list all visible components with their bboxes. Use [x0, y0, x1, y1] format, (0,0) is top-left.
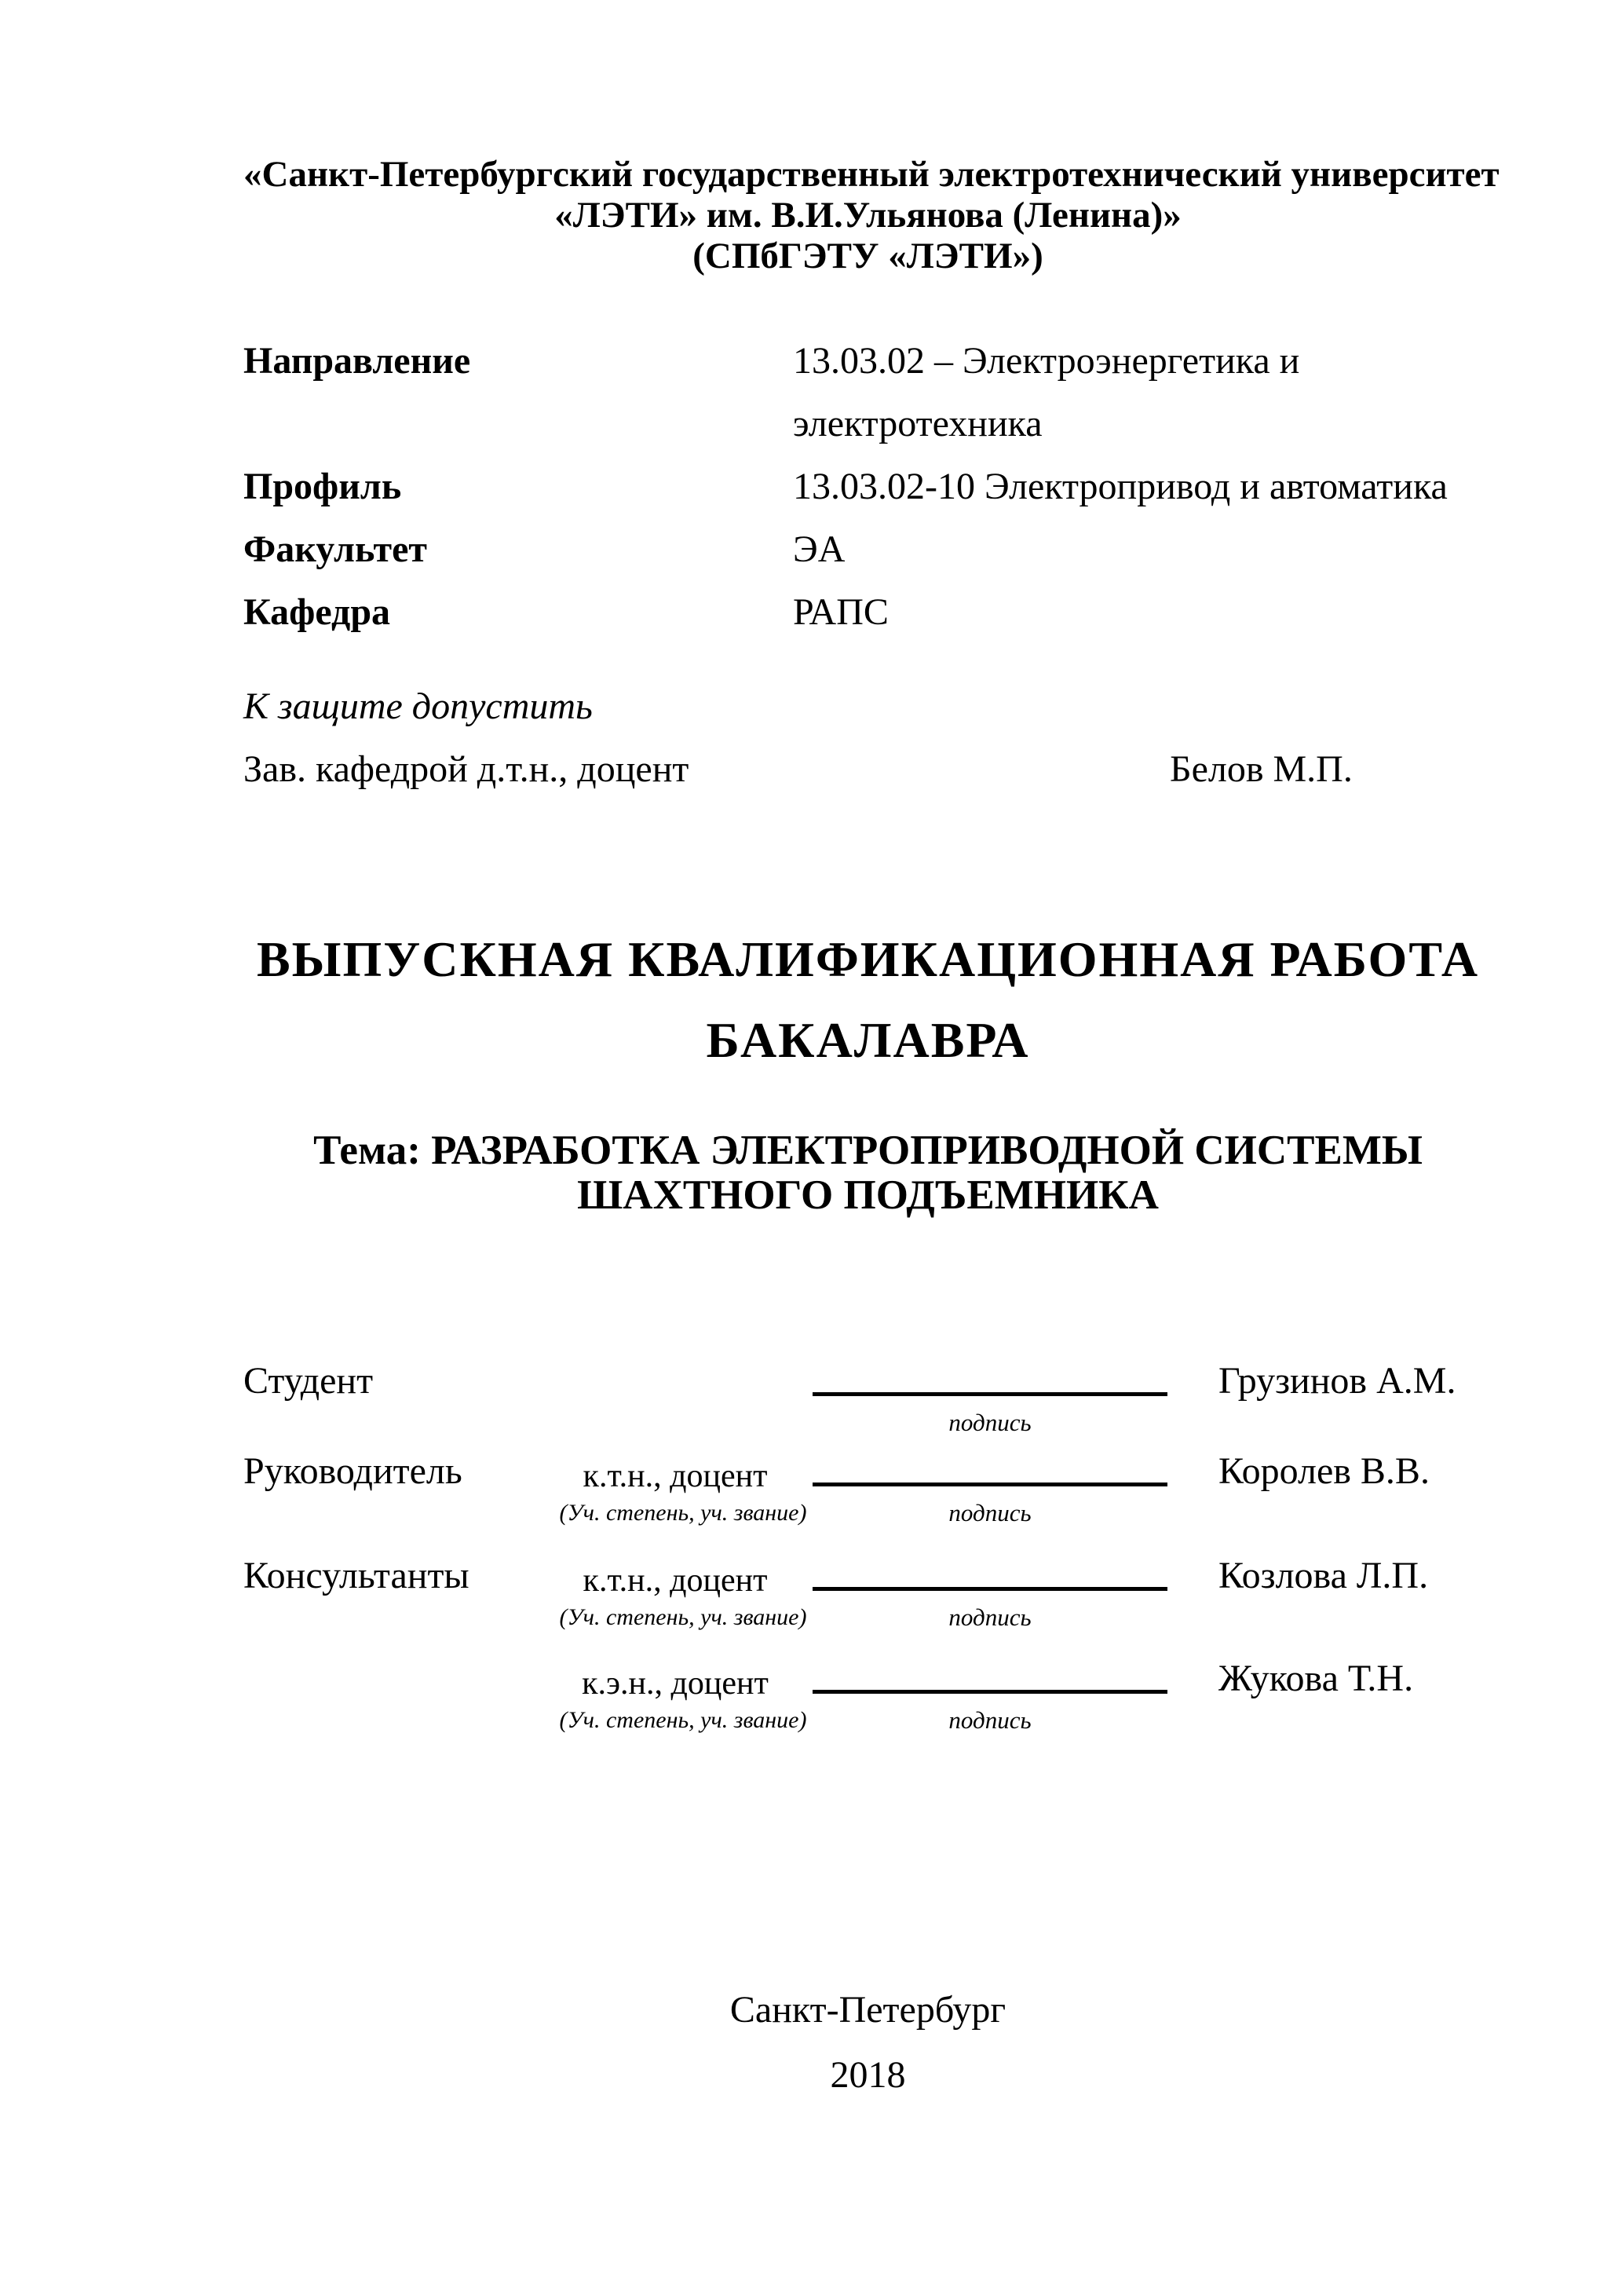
supervisor-signature-line: [813, 1450, 1167, 1486]
supervisor-name: Королев В.В.: [1218, 1450, 1430, 1492]
supervisor-degree-caption: (Уч. степень, уч. звание): [559, 1500, 807, 1526]
work-theme-line2: ШАХТНОГО ПОДЪЕМНИКА: [577, 1172, 1159, 1218]
signature-row-consultant2: [243, 1658, 1492, 1760]
consultant1-degree-caption: (Уч. степень, уч. звание): [559, 1604, 807, 1630]
info-row-faculty: [243, 518, 1492, 581]
consultant1-signature-line: [813, 1555, 1167, 1591]
department-value: РАПС: [793, 591, 889, 633]
consultant1-name: Козлова Л.П.: [1218, 1555, 1429, 1596]
signature-row-consultant1: [243, 1555, 1492, 1657]
programme-info: [243, 330, 1492, 644]
consultant1-degree: к.т.н., доцент: [583, 1563, 768, 1599]
university-abbreviation: (СПбГЭТУ «ЛЭТИ»): [692, 236, 1043, 276]
approver-line: [243, 738, 1492, 801]
student-signature-caption: подпись: [948, 1409, 1032, 1436]
approver-title: Зав. кафедрой д.т.н., доцент: [243, 748, 689, 790]
faculty-label: Факультет: [243, 528, 427, 570]
info-row-profile: [243, 455, 1492, 518]
approver-name: Белов М.П.: [1170, 748, 1353, 790]
direction-value-continued: электротехника: [793, 403, 1043, 444]
university-name-line1: «Санкт-Петербургский государственный электротехнический университет: [243, 154, 1500, 195]
university-name-line2: «ЛЭТИ» им. В.И.Ульянова (Ленина)»: [554, 195, 1182, 236]
info-row-direction-continued: [243, 393, 1492, 455]
direction-label-empty: [243, 393, 793, 455]
direction-label: Направление: [243, 340, 471, 382]
consultant2-signature-line: [813, 1658, 1167, 1694]
supervisor-role-label: Руководитель: [243, 1450, 462, 1492]
supervisor-signature-caption: подпись: [948, 1499, 1032, 1526]
student-name: Грузинов А.М.: [1218, 1360, 1456, 1402]
admission-note: К защите допустить: [243, 686, 593, 727]
work-title-line2: БАКАЛАВРА: [706, 1012, 1030, 1068]
department-label: Кафедра: [243, 591, 391, 633]
student-role-label: Студент: [243, 1360, 374, 1402]
consultant2-name: Жукова Т.Н.: [1218, 1658, 1414, 1699]
consultant2-degree: к.э.н., доцент: [582, 1665, 769, 1702]
work-title-line1: ВЫПУСКНАЯ КВАЛИФИКАЦИОННАЯ РАБОТА: [256, 931, 1480, 987]
footer-year: 2018: [830, 2054, 906, 2096]
work-title: [243, 919, 1492, 1080]
supervisor-degree: к.т.н., доцент: [583, 1458, 768, 1494]
student-signature-line: [813, 1360, 1167, 1396]
consultant2-signature-caption: подпись: [948, 1706, 1032, 1734]
faculty-value: ЭА: [793, 528, 846, 570]
info-row-direction: [243, 330, 1492, 393]
profile-label: Профиль: [243, 466, 402, 507]
signature-row-student: [243, 1360, 1492, 1462]
direction-value: 13.03.02 – Электроэнергетика и: [793, 340, 1300, 382]
university-header: [243, 154, 1500, 276]
footer-city: Санкт-Петербург: [729, 1989, 1006, 2031]
consultant2-degree-caption: (Уч. степень, уч. звание): [559, 1707, 807, 1733]
profile-value: 13.03.02-10 Электропривод и автоматика: [793, 466, 1448, 507]
consultant1-signature-caption: подпись: [948, 1603, 1032, 1631]
consultants-role-label: Консультанты: [243, 1555, 469, 1596]
work-theme: [243, 1128, 1492, 1218]
footer: [243, 1977, 1492, 2108]
info-row-department: [243, 581, 1492, 644]
work-theme-line1: Тема: РАЗРАБОТКА ЭЛЕКТРОПРИВОДНОЙ СИСТЕМЫ: [313, 1128, 1423, 1173]
admission-block: [243, 675, 1492, 801]
signature-row-supervisor: [243, 1450, 1492, 1552]
